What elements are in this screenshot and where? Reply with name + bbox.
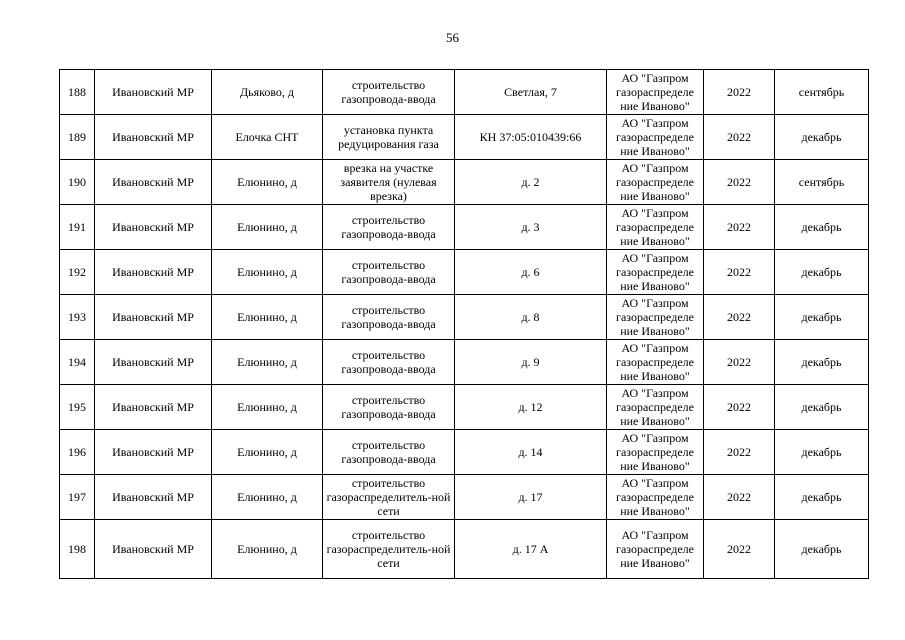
row-number: 194	[60, 340, 95, 385]
row-number: 189	[60, 115, 95, 160]
district-cell: Ивановский МР	[95, 115, 212, 160]
organization-cell: АО "Газпром газораспределе ние Иваново"	[607, 385, 704, 430]
month-cell: декабрь	[775, 295, 869, 340]
table-row	[60, 115, 869, 160]
address-cell: д. 3	[455, 205, 607, 250]
organization-cell: АО "Газпром газораспределе ние Иваново"	[607, 295, 704, 340]
district-cell: Ивановский МР	[95, 340, 212, 385]
address-cell: д. 12	[455, 385, 607, 430]
organization-cell: АО "Газпром газораспределе ние Иваново"	[607, 160, 704, 205]
year-cell: 2022	[704, 160, 775, 205]
settlement-cell: Дьяково, д	[212, 70, 323, 115]
organization-cell: АО "Газпром газораспределе ние Иваново"	[607, 115, 704, 160]
organization-cell: АО "Газпром газораспределе ние Иваново"	[607, 205, 704, 250]
month-cell: декабрь	[775, 430, 869, 475]
year-cell: 2022	[704, 115, 775, 160]
work-type-cell: строительство газопровода-ввода	[323, 295, 455, 340]
row-number: 190	[60, 160, 95, 205]
work-type-cell: строительство газораспределитель-ной сети	[323, 520, 455, 579]
address-cell: д. 6	[455, 250, 607, 295]
organization-cell: АО "Газпром газораспределе ние Иваново"	[607, 340, 704, 385]
row-number: 192	[60, 250, 95, 295]
year-cell: 2022	[704, 70, 775, 115]
district-cell: Ивановский МР	[95, 160, 212, 205]
work-type-cell: строительство газопровода-ввода	[323, 205, 455, 250]
address-cell: д. 14	[455, 430, 607, 475]
district-cell: Ивановский МР	[95, 295, 212, 340]
row-number: 198	[60, 520, 95, 579]
address-cell: д. 9	[455, 340, 607, 385]
month-cell: декабрь	[775, 475, 869, 520]
settlement-cell: Елюнино, д	[212, 340, 323, 385]
month-cell: декабрь	[775, 115, 869, 160]
table-row	[60, 430, 869, 475]
district-cell: Ивановский МР	[95, 430, 212, 475]
table-row	[60, 70, 869, 115]
month-cell: декабрь	[775, 250, 869, 295]
page-number: 56	[446, 30, 459, 45]
settlement-cell: Елюнино, д	[212, 160, 323, 205]
month-cell: сентябрь	[775, 160, 869, 205]
district-cell: Ивановский МР	[95, 475, 212, 520]
organization-cell: АО "Газпром газораспределе ние Иваново"	[607, 475, 704, 520]
table-row	[60, 160, 869, 205]
work-type-cell: строительство газопровода-ввода	[323, 250, 455, 295]
settlement-cell: Елюнино, д	[212, 475, 323, 520]
year-cell: 2022	[704, 520, 775, 579]
settlement-cell: Елюнино, д	[212, 385, 323, 430]
work-type-cell: установка пункта редуцирования газа	[323, 115, 455, 160]
table-row	[60, 385, 869, 430]
settlement-cell: Елюнино, д	[212, 430, 323, 475]
address-cell: Светлая, 7	[455, 70, 607, 115]
address-cell: КН 37:05:010439:66	[455, 115, 607, 160]
year-cell: 2022	[704, 385, 775, 430]
row-number: 195	[60, 385, 95, 430]
table-row	[60, 295, 869, 340]
month-cell: декабрь	[775, 205, 869, 250]
work-type-cell: строительство газопровода-ввода	[323, 430, 455, 475]
organization-cell: АО "Газпром газораспределе ние Иваново"	[607, 250, 704, 295]
settlement-cell: Елюнино, д	[212, 295, 323, 340]
year-cell: 2022	[704, 295, 775, 340]
work-type-cell: строительство газопровода-ввода	[323, 70, 455, 115]
district-cell: Ивановский МР	[95, 205, 212, 250]
row-number: 191	[60, 205, 95, 250]
address-cell: д. 2	[455, 160, 607, 205]
row-number: 188	[60, 70, 95, 115]
district-cell: Ивановский МР	[95, 250, 212, 295]
year-cell: 2022	[704, 205, 775, 250]
table-row	[60, 205, 869, 250]
year-cell: 2022	[704, 250, 775, 295]
district-cell: Ивановский МР	[95, 385, 212, 430]
year-cell: 2022	[704, 340, 775, 385]
year-cell: 2022	[704, 430, 775, 475]
month-cell: сентябрь	[775, 70, 869, 115]
work-type-cell: строительство газораспределитель-ной сети	[323, 475, 455, 520]
settlement-cell: Елюнино, д	[212, 250, 323, 295]
table-row	[60, 250, 869, 295]
table-row	[60, 520, 869, 579]
month-cell: декабрь	[775, 385, 869, 430]
organization-cell: АО "Газпром газораспределе ние Иваново"	[607, 520, 704, 579]
address-cell: д. 17	[455, 475, 607, 520]
address-cell: д. 8	[455, 295, 607, 340]
work-type-cell: строительство газопровода-ввода	[323, 385, 455, 430]
organization-cell: АО "Газпром газораспределе ние Иваново"	[607, 70, 704, 115]
gas-connection-table	[59, 69, 869, 579]
row-number: 196	[60, 430, 95, 475]
year-cell: 2022	[704, 475, 775, 520]
month-cell: декабрь	[775, 340, 869, 385]
settlement-cell: Елюнино, д	[212, 205, 323, 250]
address-cell: д. 17 А	[455, 520, 607, 579]
district-cell: Ивановский МР	[95, 520, 212, 579]
row-number: 193	[60, 295, 95, 340]
month-cell: декабрь	[775, 520, 869, 579]
settlement-cell: Елюнино, д	[212, 520, 323, 579]
district-cell: Ивановский МР	[95, 70, 212, 115]
table-row	[60, 475, 869, 520]
work-type-cell: строительство газопровода-ввода	[323, 340, 455, 385]
work-type-cell: врезка на участке заявителя (нулевая врезка)	[323, 160, 455, 205]
row-number: 197	[60, 475, 95, 520]
settlement-cell: Елочка СНТ	[212, 115, 323, 160]
organization-cell: АО "Газпром газораспределе ние Иваново"	[607, 430, 704, 475]
table-row	[60, 340, 869, 385]
